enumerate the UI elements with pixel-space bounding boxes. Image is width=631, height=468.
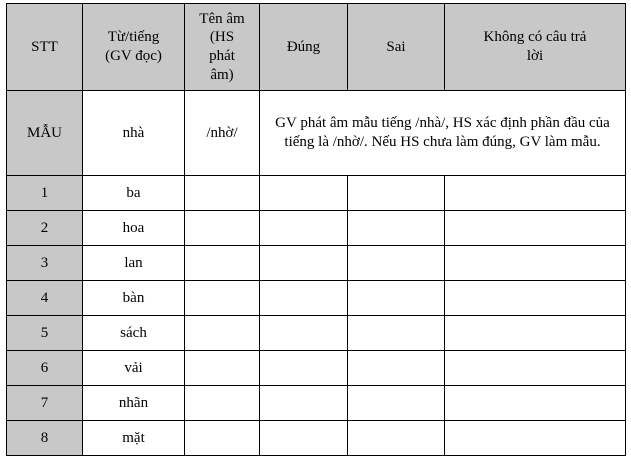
row-incorrect-input[interactable] xyxy=(348,246,445,281)
row-phoneme-input[interactable] xyxy=(185,316,260,351)
row-word: nhãn xyxy=(83,386,185,421)
row-stt: 3 xyxy=(7,246,83,281)
row-no-answer-input[interactable] xyxy=(445,211,626,246)
table-body xyxy=(7,91,626,456)
row-correct-input[interactable] xyxy=(260,316,348,351)
row-word: bàn xyxy=(83,281,185,316)
row-no-answer-input[interactable] xyxy=(445,176,626,211)
table-row xyxy=(7,316,626,351)
row-incorrect-input[interactable] xyxy=(348,316,445,351)
header-word-line2: (GV đọc) xyxy=(105,48,162,64)
header-no-answer-line1: Không có câu trả xyxy=(483,29,587,46)
row-stt: 1 xyxy=(7,176,83,211)
sample-row-note: GV phát âm mẫu tiếng /nhà/, HS xác định phần đầu của tiếng là /nhờ/. Nếu HS chưa làm đúng, GV làm mẫu. xyxy=(260,91,626,176)
row-incorrect-input[interactable] xyxy=(348,211,445,246)
row-word: hoa xyxy=(83,211,185,246)
row-stt: 7 xyxy=(7,386,83,421)
table-row xyxy=(7,176,626,211)
header-row xyxy=(7,4,626,91)
row-correct-input[interactable] xyxy=(260,421,348,456)
table-row xyxy=(7,211,626,246)
row-word: ba xyxy=(83,176,185,211)
table-row xyxy=(7,351,626,386)
header-stt xyxy=(7,4,83,91)
row-stt: 2 xyxy=(7,211,83,246)
assessment-table-sheet xyxy=(6,3,625,456)
row-stt: 4 xyxy=(7,281,83,316)
sample-row-phoneme: /nhờ/ xyxy=(185,91,260,176)
row-no-answer-input[interactable] xyxy=(445,316,626,351)
row-correct-input[interactable] xyxy=(260,211,348,246)
row-phoneme-input[interactable] xyxy=(185,176,260,211)
table-row xyxy=(7,386,626,421)
header-no-answer xyxy=(445,4,626,91)
row-incorrect-input[interactable] xyxy=(348,281,445,316)
sample-row xyxy=(7,91,626,176)
row-correct-input[interactable] xyxy=(260,386,348,421)
row-correct-input[interactable] xyxy=(260,176,348,211)
table-row xyxy=(7,281,626,316)
table-row xyxy=(7,246,626,281)
row-phoneme-input[interactable] xyxy=(185,421,260,456)
header-phoneme-line4: âm) xyxy=(210,66,234,83)
header-incorrect-label: Sai xyxy=(386,38,406,55)
row-phoneme-input[interactable] xyxy=(185,351,260,386)
row-stt: 8 xyxy=(7,421,83,456)
row-phoneme-input[interactable] xyxy=(185,281,260,316)
header-no-answer-line2: lời xyxy=(526,48,544,64)
sample-row-word: nhà xyxy=(83,91,185,176)
row-correct-input[interactable] xyxy=(260,246,348,281)
row-phoneme-input[interactable] xyxy=(185,386,260,421)
row-no-answer-input[interactable] xyxy=(445,351,626,386)
sample-row-stt: MẪU xyxy=(7,91,83,176)
row-no-answer-input[interactable] xyxy=(445,281,626,316)
header-incorrect xyxy=(348,4,445,91)
row-word: mặt xyxy=(83,421,185,456)
header-phoneme-line3: phát xyxy=(209,48,235,64)
row-correct-input[interactable] xyxy=(260,351,348,386)
header-phoneme-line1: Tên âm xyxy=(199,10,245,27)
header-phoneme-line2: (HS xyxy=(209,29,235,46)
row-correct-input[interactable] xyxy=(260,281,348,316)
table-header xyxy=(7,4,626,91)
row-word: lan xyxy=(83,246,185,281)
row-no-answer-input[interactable] xyxy=(445,386,626,421)
row-incorrect-input[interactable] xyxy=(348,386,445,421)
row-phoneme-input[interactable] xyxy=(185,211,260,246)
header-phoneme xyxy=(185,4,260,91)
row-word: vải xyxy=(83,351,185,386)
row-incorrect-input[interactable] xyxy=(348,176,445,211)
row-stt: 6 xyxy=(7,351,83,386)
header-correct xyxy=(260,4,348,91)
header-word-line1: Từ/tiếng xyxy=(107,29,160,46)
row-word: sách xyxy=(83,316,185,351)
row-incorrect-input[interactable] xyxy=(348,421,445,456)
row-phoneme-input[interactable] xyxy=(185,246,260,281)
header-stt-label: STT xyxy=(31,38,58,55)
row-incorrect-input[interactable] xyxy=(348,351,445,386)
row-no-answer-input[interactable] xyxy=(445,246,626,281)
header-correct-label: Đúng xyxy=(286,38,321,55)
row-stt: 5 xyxy=(7,316,83,351)
table-row xyxy=(7,421,626,456)
row-no-answer-input[interactable] xyxy=(445,421,626,456)
header-word xyxy=(83,4,185,91)
phoneme-assessment-table xyxy=(6,3,626,456)
